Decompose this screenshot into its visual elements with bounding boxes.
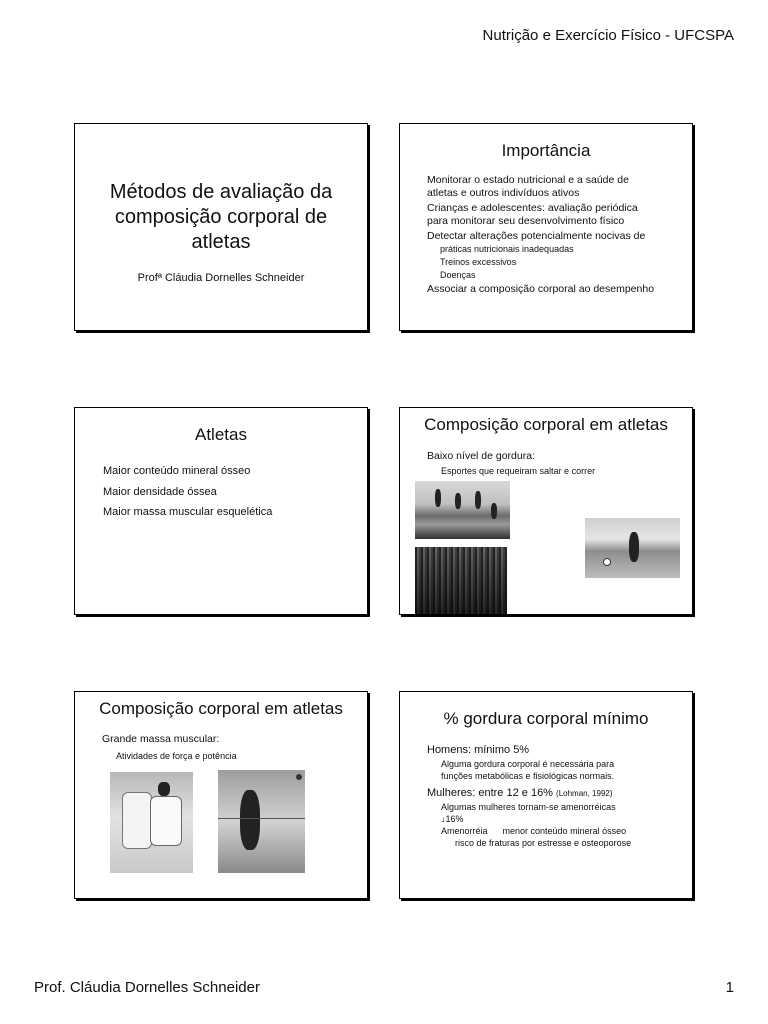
bullet-text: Homens: mínimo 5% <box>427 744 530 756</box>
bullet-text: Monitorar o estado nutricional e a saúde de <box>427 174 629 186</box>
sub-bullet: Alguma gordura corporal é necessária para <box>441 759 615 769</box>
gymnastics-photo <box>415 481 510 539</box>
title-line: composição corporal de <box>114 206 328 228</box>
women-range: Mulheres: entre 12 e 16% <box>427 787 553 799</box>
bullet-text: Crianças e adolescentes: avaliação periódica <box>427 202 638 214</box>
footer-author: Prof. Cláudia Dornelles Schneider <box>34 979 260 996</box>
slide-heading: Composição corporal em atletas <box>99 699 343 718</box>
slide-atletas <box>74 407 368 615</box>
bullet-text: atletas e outros indivíduos ativos <box>427 187 580 199</box>
page-number: 1 <box>725 979 734 996</box>
bullet-text: Associar a composição corporal ao desempenho <box>427 283 655 295</box>
slide-heading: Composição corporal em atletas <box>424 415 668 434</box>
slide-gordura-minimo <box>399 691 693 899</box>
slide-body <box>427 743 686 849</box>
sub-bullet: funções metabólicas e fisiológicas normais. <box>441 771 615 781</box>
sub-bullet: Esportes que requeiram saltar e correr <box>441 466 596 476</box>
slide-title <box>74 123 368 331</box>
slide-importancia <box>399 123 693 331</box>
page-header-course: Nutrição e Exercício Físico - UFCSPA <box>482 27 734 44</box>
bullet-text: Detectar alterações potencialmente nocivas de <box>427 230 646 242</box>
bullet-text <box>427 786 686 801</box>
soccer-player-photo <box>585 518 680 578</box>
slide-heading: Atletas <box>195 425 247 444</box>
slide-body <box>103 461 272 523</box>
sub-bullet: práticas nutricionais inadequadas <box>440 244 574 254</box>
runners-photo <box>415 547 507 614</box>
bullet-text: Maior massa muscular esquelética <box>103 506 273 518</box>
title-line: Métodos de avaliação da <box>109 181 333 203</box>
hammer-throw-photo <box>218 770 305 873</box>
slide-body <box>427 174 684 296</box>
sub-bullet: Doenças <box>440 270 476 280</box>
sub-bullet: Amenorréia menor conteúdo mineral ósseo <box>441 826 627 836</box>
slide-composicao-gordura <box>399 407 693 615</box>
bullet-text: Baixo nível de gordura: <box>427 450 535 462</box>
title-line: atletas <box>191 231 251 253</box>
slide-author: Profª Cláudia Dornelles Schneider <box>137 272 305 284</box>
slide-heading: % gordura corporal mínimo <box>443 709 649 728</box>
reference-citation: (Lohman, 1992) <box>556 789 613 798</box>
bullet-text: para monitorar seu desenvolvimento físico <box>427 215 625 227</box>
slide-heading: Importância <box>501 141 591 160</box>
bullet-text: Maior conteúdo mineral ósseo <box>103 465 251 477</box>
slide-title-heading <box>75 180 367 255</box>
bullet-text: Grande massa muscular: <box>102 733 220 745</box>
sub-bullet: Algumas mulheres tornam-se amenorréicas <box>441 802 616 812</box>
judo-photo <box>110 772 193 873</box>
bullet-text: Maior densidade óssea <box>103 485 217 498</box>
sub-bullet: ↓16% <box>441 814 464 824</box>
sub-bullet: Treinos excessivos <box>440 257 517 267</box>
slide-composicao-massa <box>74 691 368 899</box>
sub-bullet: risco de fraturas por estresse e osteoporose <box>455 838 632 848</box>
sub-bullet: Atividades de força e potência <box>116 751 237 761</box>
